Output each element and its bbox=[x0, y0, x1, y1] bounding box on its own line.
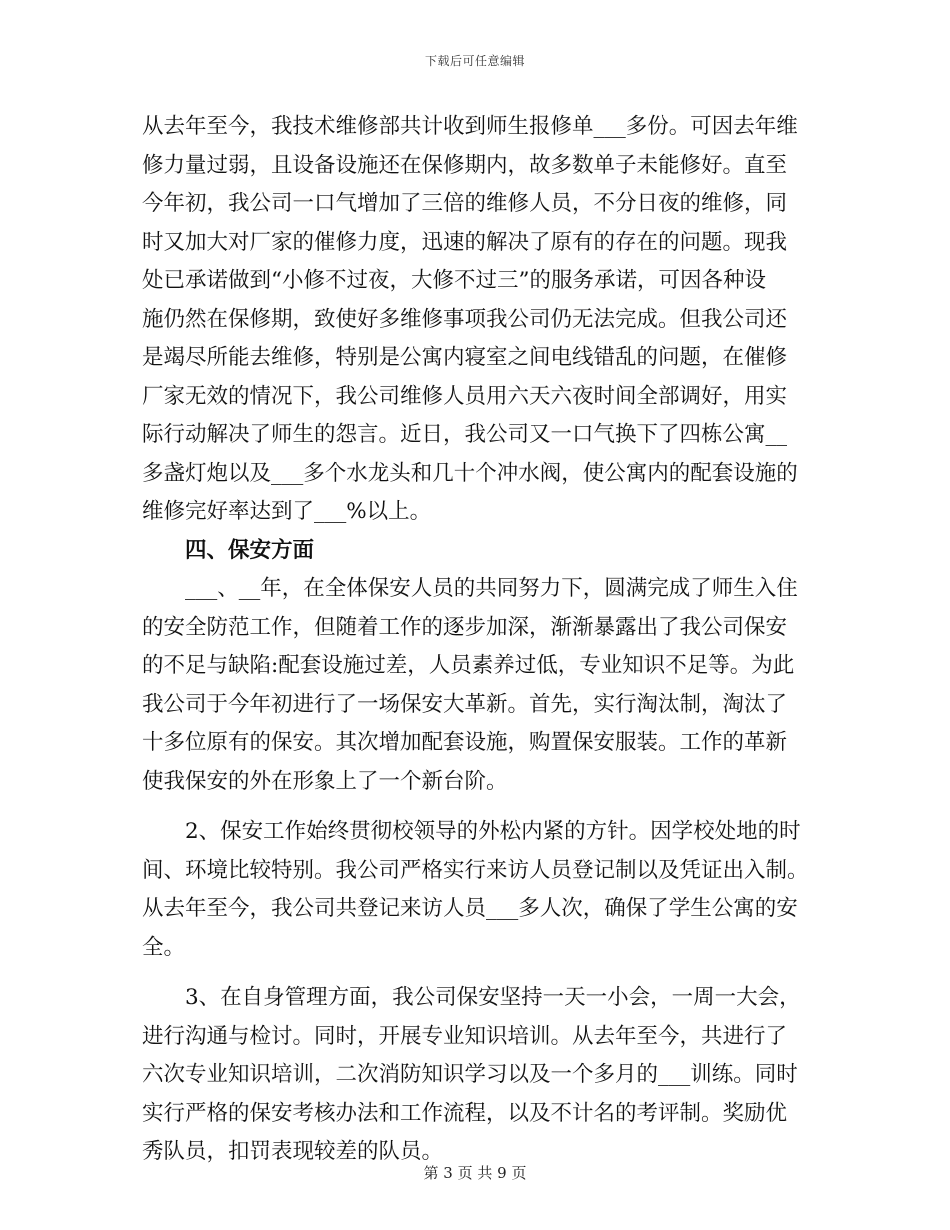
text-line: 全。 bbox=[142, 934, 186, 960]
text-line: 今年初，我公司一口气增加了三倍的维修人员，不分日夜的维修，同 bbox=[142, 191, 788, 216]
section-heading: 四、保安方面 bbox=[185, 537, 315, 563]
text-line: 多盏灯炮以及___多个水龙头和几十个冲水阀，使公寓内的配套设施的 bbox=[142, 460, 798, 486]
text-line: 间、环境比较特别。我公司严格实行来访人员登记制以及凭证出入制。 bbox=[142, 857, 809, 883]
text-line: 使我保安的外在形象上了一个新台阶。 bbox=[142, 768, 508, 794]
page-header: 下载后可任意编辑 bbox=[424, 54, 525, 68]
text-line: 实行严格的保安考核办法和工作流程，以及不计名的考评制。奖励优 bbox=[142, 1100, 788, 1126]
paragraph-self-management bbox=[142, 979, 804, 1172]
text-line: 厂家无效的情况下，我公司维修人员用六天六夜时间全部调好，用实 bbox=[142, 383, 788, 409]
text-line: 十多位原有的保安。其次增加配套设施，购置保安服装。工作的革新 bbox=[142, 730, 788, 755]
page-footer: 第 3 页 共 9 页 bbox=[423, 1164, 527, 1182]
text-line: 3、在自身管理方面，我公司保安坚持一天一小会，一周一大会， bbox=[185, 985, 801, 1010]
text-line: 六次专业知识培训，二次消防知识学习以及一个多月的___训练。同时 bbox=[142, 1062, 798, 1087]
paragraph-security-overview bbox=[142, 570, 804, 801]
text-line: 施仍然在保修期，致使好多维修事项我公司仍无法完成。但我公司还 bbox=[142, 306, 788, 332]
text-line: 修力量过弱，且设备设施还在保修期内，故多数单子未能修好。直至 bbox=[142, 152, 788, 178]
text-line: ___、__年，在全体保安人员的共同努力下，圆满完成了师生入住 bbox=[185, 576, 798, 601]
paragraph-maintenance bbox=[142, 108, 804, 532]
text-line: 际行动解决了师生的怨言。近日，我公司又一口气换下了四栋公寓__ bbox=[142, 422, 788, 447]
text-line: 我公司于今年初进行了一场保安大革新。首先，实行淘汰制，淘汰了 bbox=[142, 691, 788, 717]
text-line: 维修完好率达到了___%以上。 bbox=[142, 499, 432, 524]
text-line: 从去年至今，我公司共登记来访人员___多人次，确保了学生公寓的安 bbox=[142, 896, 798, 921]
text-line: 时又加大对厂家的催修力度，迅速的解决了原有的存在的问题。现我 bbox=[142, 229, 788, 255]
text-line: 2、保安工作始终贯彻校领导的外松内紧的方针。因学校处地的时 bbox=[185, 819, 801, 844]
text-line: 是竭尽所能去维修，特别是公寓内寝室之间电线错乱的问题，在催修 bbox=[142, 345, 788, 370]
text-line: 处已承诺做到“小修不过夜，大修不过三”的服务承诺，可因各种设 bbox=[142, 268, 766, 293]
text-line: 从去年至今，我技术维修部共计收到师生报修单___多份。可因去年维 bbox=[142, 114, 798, 139]
text-line: 的安全防范工作，但随着工作的逐步加深，渐渐暴露出了我公司保安 bbox=[142, 614, 788, 640]
text-line: 进行沟通与检讨。同时，开展专业知识培训。从去年至今，共进行了 bbox=[142, 1023, 788, 1049]
text-line: 的不足与缺陷:配套设施过差，人员素养过低，专业知识不足等。为此 bbox=[142, 653, 795, 678]
document-body bbox=[142, 108, 809, 1172]
paragraph-security-policy bbox=[142, 813, 809, 967]
text-line: 秀队员，扣罚表现较差的队员。 bbox=[142, 1139, 444, 1164]
